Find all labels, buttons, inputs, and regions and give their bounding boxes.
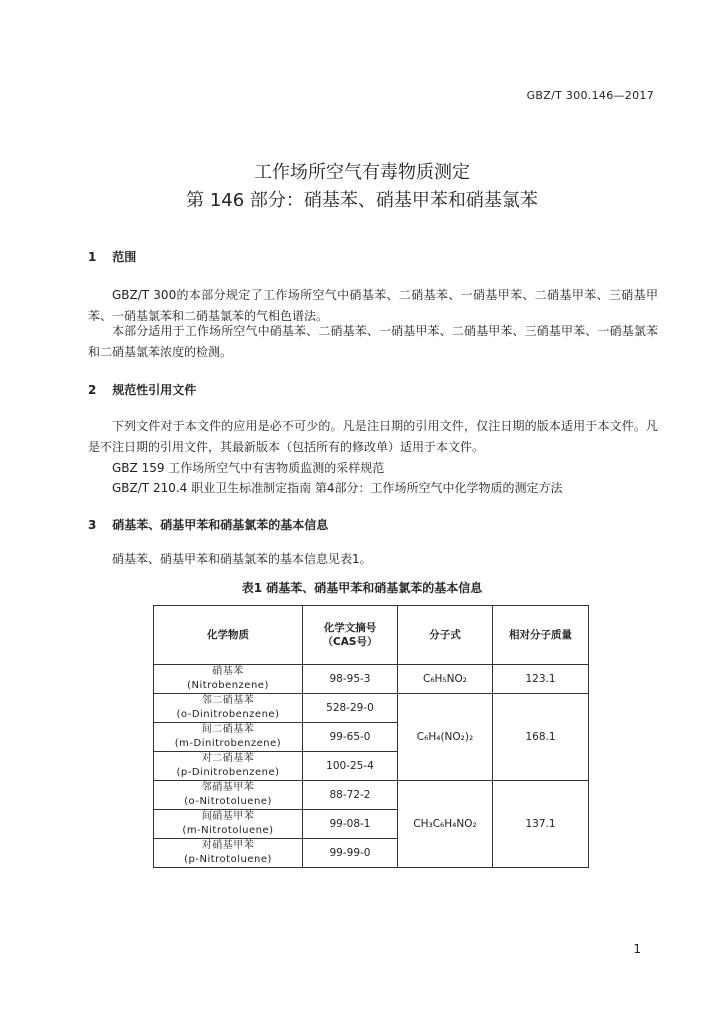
substance-en: (m-Nitrotoluene) [182, 825, 274, 836]
substance-cell [154, 723, 303, 752]
section-title: 范围 [112, 250, 137, 264]
substance-cn: 邻硝基甲苯 [201, 782, 255, 793]
section-3-heading [88, 516, 328, 533]
substance-en: (Nitrobenzene) [187, 680, 269, 691]
section-1-paragraph-2: 本部分适用于工作场所空气中硝基苯、二硝基苯、一硝基甲苯、二硝基甲苯、三硝基甲苯、一硝基氯苯和二硝基氯苯浓度的检测。 [88, 324, 658, 359]
substance-cell [154, 810, 303, 839]
cas-cell: 98-95-3 [303, 665, 398, 694]
substance-cn: 邻二硝基苯 [201, 695, 255, 706]
table-row [154, 665, 589, 694]
document-title: 工作场所空气有毒物质测定 [254, 162, 470, 183]
cas-cell: 99-08-1 [303, 810, 398, 839]
document-subtitle: 第 146 部分：硝基苯、硝基甲苯和硝基氯苯 [186, 190, 538, 211]
substance-cell [154, 694, 303, 723]
header-cas [303, 606, 398, 665]
standard-code: GBZ/T 300.146—2017 [526, 89, 654, 102]
substance-cell [154, 752, 303, 781]
formula-cell: C₆H₄(NO₂)₂ [398, 694, 493, 781]
mass-cell: 123.1 [493, 665, 589, 694]
formula-cell: CH₃C₆H₄NO₂ [398, 781, 493, 868]
cas-cell: 99-99-0 [303, 839, 398, 868]
table-row [154, 694, 589, 723]
header-cas-line1: 化学文摘号 [323, 622, 377, 634]
substance-en: (o-Dinitrobenzene) [176, 709, 280, 720]
header-formula: 分子式 [398, 606, 493, 665]
section-1-heading [88, 248, 136, 265]
substance-en: (o-Nitrotoluene) [184, 796, 272, 807]
substance-cell [154, 839, 303, 868]
substance-cn: 对硝基甲苯 [201, 840, 255, 851]
reference-item: GBZ/T 210.4 职业卫生标准制定指南 第4部分：工作场所空气中化学物质的测定方法 [112, 481, 563, 495]
section-number: 1 [88, 250, 97, 264]
substance-en: (m-Dinitrobenzene) [174, 738, 282, 749]
header-mass: 相对分子质量 [493, 606, 589, 665]
formula-cell: C₆H₅NO₂ [398, 665, 493, 694]
section-number: 3 [88, 518, 97, 532]
cas-cell: 88-72-2 [303, 781, 398, 810]
basic-info-table [153, 605, 589, 868]
reference-item: GBZ 159 工作场所空气中有害物质监测的采样规范 [112, 461, 385, 475]
table-caption: 表1 硝基苯、硝基甲苯和硝基氯苯的基本信息 [241, 581, 483, 595]
page-number: 1 [633, 942, 641, 956]
section-number: 2 [88, 383, 97, 397]
section-3-paragraph-1: 硝基苯、硝基甲苯和硝基氯苯的基本信息见表1。 [112, 552, 372, 566]
substance-cell [154, 781, 303, 810]
cas-cell: 99-65-0 [303, 723, 398, 752]
header-substance: 化学物质 [154, 606, 303, 665]
substance-cn: 间二硝基苯 [201, 724, 255, 735]
section-2-paragraph-1: 下列文件对于本文件的应用是必不可少的。凡是注日期的引用文件，仅注日期的版本适用于本文件。凡是不注日期的引用文件，其最新版本（包括所有的修改单）适用于本文件。 [88, 419, 658, 454]
cas-cell: 528-29-0 [303, 694, 398, 723]
mass-cell: 168.1 [493, 694, 589, 781]
substance-cell [154, 665, 303, 694]
section-2-heading [88, 381, 196, 398]
substance-en: (p-Nitrotoluene) [184, 854, 272, 865]
substance-cn: 间硝基甲苯 [201, 811, 255, 822]
mass-cell: 137.1 [493, 781, 589, 868]
table-row [154, 781, 589, 810]
section-title: 硝基苯、硝基甲苯和硝基氯苯的基本信息 [112, 518, 329, 532]
header-cas-line2: （CAS号） [322, 636, 378, 648]
section-1-paragraph-1: GBZ/T 300的本部分规定了工作场所空气中硝基苯、二硝基苯、一硝基甲苯、二硝基甲苯、三硝基甲苯、一硝基氯苯和二硝基氯苯的气相色谱法。 [88, 288, 658, 323]
substance-en: (p-Dinitrobenzene) [176, 767, 280, 778]
substance-cn: 硝基苯 [212, 666, 244, 677]
cas-cell: 100-25-4 [303, 752, 398, 781]
section-title: 规范性引用文件 [112, 383, 197, 397]
table-header-row [154, 606, 589, 665]
substance-cn: 对二硝基苯 [201, 753, 255, 764]
